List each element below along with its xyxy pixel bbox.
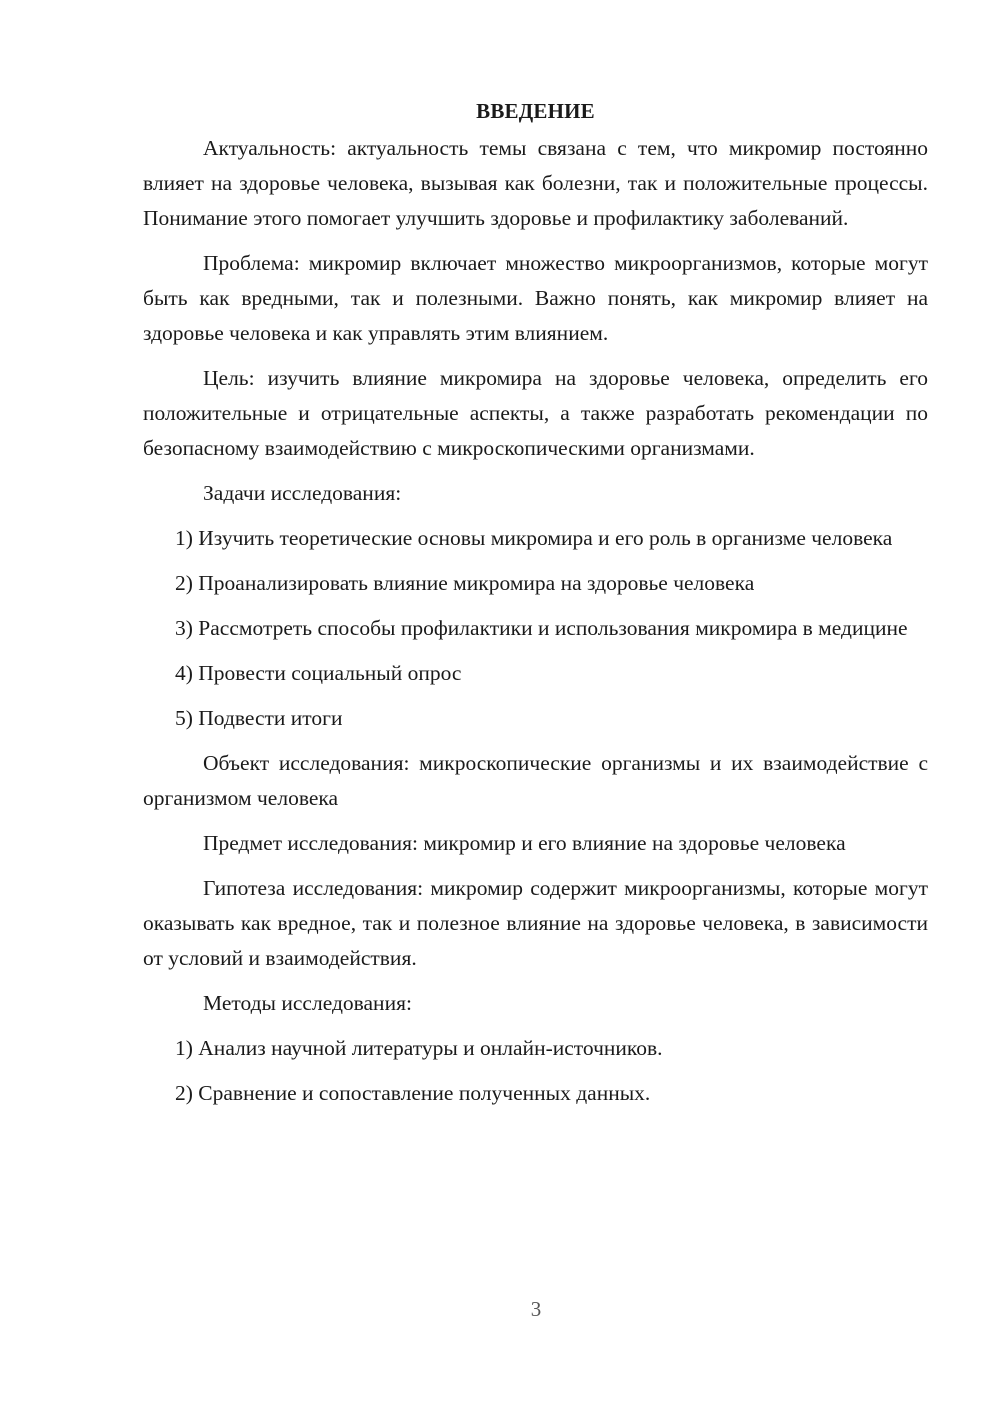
document-page <box>143 94 928 1121</box>
task-item: 5) Подвести итоги <box>175 706 343 730</box>
section-heading: ВВЕДЕНИЕ <box>476 99 595 123</box>
task-item: 1) Изучить теоретические основы микромира и его роль в организме человека <box>175 526 893 550</box>
page-number: 3 <box>530 1297 542 1321</box>
methods-heading: Методы исследования: <box>203 991 412 1015</box>
task-item: 2) Проанализировать влияние микромира на здоровье человека <box>175 571 755 595</box>
task-item: 4) Провести социальный опрос <box>175 661 462 685</box>
tasks-heading: Задачи исследования: <box>203 481 402 505</box>
method-item: 2) Сравнение и сопоставление полученных данных. <box>175 1081 651 1105</box>
problem-paragraph: Проблема: микромир включает множество микроорганизмов, которые могут быть как вредными, так и полезными. Важно понять, как микромир влияет на здоровье человека и как управлять этим влиянием. <box>143 251 928 345</box>
relevance-paragraph: Актуальность: актуальность темы связана с тем, что микромир постоянно влияет на здоровье человека, вызывая как болезни, так и положительные процессы. Понимание этого помогает улучшить здоровье и профилактику заболеваний. <box>143 136 928 230</box>
goal-paragraph: Цель: изучить влияние микромира на здоровье человека, определить его положительные и отрицательные аспекты, а также разработать рекомендации по безопасному взаимодействию с микроскопическими организмами. <box>143 366 928 460</box>
task-item: 3) Рассмотреть способы профилактики и использования микромира в медицине <box>175 616 908 640</box>
object-paragraph: Объект исследования: микроскопические организмы и их взаимодействие с организмом человека <box>143 751 928 810</box>
method-item: 1) Анализ научной литературы и онлайн-источников. <box>175 1036 663 1060</box>
subject-paragraph: Предмет исследования: микромир и его влияние на здоровье человека <box>203 831 846 855</box>
hypothesis-paragraph: Гипотеза исследования: микромир содержит микроорганизмы, которые могут оказывать как вредное, так и полезное влияние на здоровье человека, в зависимости от условий и взаимодействия. <box>143 876 928 970</box>
